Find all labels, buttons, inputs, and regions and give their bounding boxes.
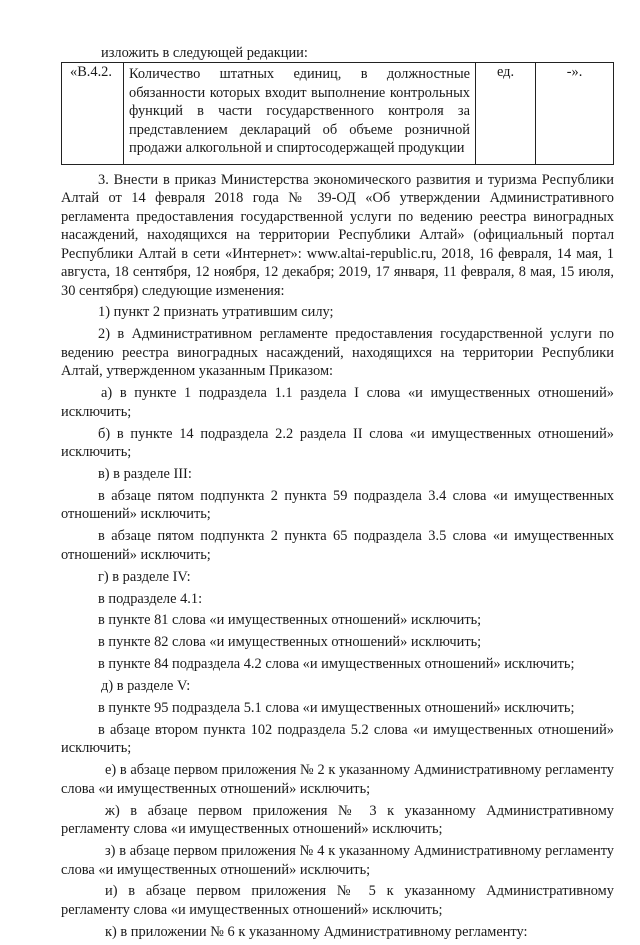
paragraph-item-1: 1) пункт 2 признать утратившим силу; <box>98 304 334 321</box>
document-body <box>61 171 614 942</box>
row-unit: ед. <box>476 63 536 165</box>
table-row <box>62 63 614 165</box>
paragraph-item-2: 2) в Административном регламенте предоставления государственной услуги по ведению реестра виноградных насаждений, находящихся на территории Республики Алтай, утвержденном указанным Приказом: <box>61 326 614 380</box>
intro-line: изложить в следующей редакции: <box>101 45 308 61</box>
paragraph-item-g: г) в разделе IV: <box>98 568 191 585</box>
row-description: Количество штатных единиц, в должностные обязанности которых входит выполнение контрольных функций в части государственного контроля за представлением деклараций об объеме розничной продажи алкогольной и спиртосодержащей продукции <box>124 63 476 165</box>
paragraph-item-k: к) в приложении № 6 к указанному Административному регламенту: <box>105 923 528 940</box>
paragraph-d-sub-1: в пункте 95 подраздела 5.1 слова «и имущественных отношений» исключить; <box>98 699 575 716</box>
paragraph-item-b: б) в пункте 14 подраздела 2.2 раздела II слова «и имущественных отношений» исключить; <box>61 425 614 461</box>
amendment-table <box>61 62 614 165</box>
paragraph-g-sub-3: в пункте 82 слова «и имущественных отношений» исключить; <box>98 634 482 651</box>
paragraph-v-sub-1: в абзаце пятом подпункта 2 пункта 59 подраздела 3.4 слова «и имущественных отношений» исключить; <box>61 487 614 523</box>
paragraph-item-d: д) в разделе V: <box>101 678 191 695</box>
document-page <box>61 44 614 945</box>
paragraph-v-sub-2: в абзаце пятом подпункта 2 пункта 65 подраздела 3.5 слова «и имущественных отношений» исключить; <box>61 528 614 563</box>
row-value: -». <box>536 63 614 165</box>
paragraph-g-sub-2: в пункте 81 слова «и имущественных отношений» исключить; <box>98 612 482 629</box>
paragraph-item-zh: ж) в абзаце первом приложения № 3 к указанному Административному регламенту слова «и имущественных отношений» исключить; <box>61 802 614 838</box>
paragraph-item-i: и) в абзаце первом приложения № 5 к указанному Административному регламенту слова «и имущественных отношений» исключить; <box>61 883 614 918</box>
paragraph-item-z: з) в абзаце первом приложения № 4 к указанному Административному регламенту слова «и имущественных отношений» исключить; <box>61 843 614 878</box>
paragraph-g-sub-4: в пункте 84 подраздела 4.2 слова «и имущественных отношений» исключить; <box>98 656 575 673</box>
paragraph-d-sub-2: в абзаце втором пункта 102 подраздела 5.2 слова «и имущественных отношений» исключить; <box>61 721 614 757</box>
paragraph-item-a: а) в пункте 1 подраздела 1.1 раздела I слова «и имущественных отношений» исключить; <box>61 385 614 420</box>
paragraph-item-e: е) в абзаце первом приложения № 2 к указанному Административному регламенту слова «и имущественных отношений» исключить; <box>61 762 614 797</box>
paragraph-g-sub-1: в подразделе 4.1: <box>98 590 203 607</box>
row-number: «В.4.2. <box>62 63 124 165</box>
paragraph-3: 3. Внести в приказ Министерства экономического развития и туризма Республики Алтай от 14 февраля 2018 года № 39-ОД «Об утверждении Административного регламента предоставления государственной услуги по ведению реестра виноградных насаждений, находящихся на территории Республики Алтай» (официальный портал Республики Алтай в сети «Интернет»: www.altai-republic.ru, 2018, 16 февраля, 14 мая, 1 августа, 18 сентября, 12 ноября, 12 декабря; 2019, 17 января, 11 февраля, 8 мая, 15 июля, 30 сентября) следующие изменения: <box>61 171 614 299</box>
paragraph-item-v: в) в разделе III: <box>98 465 192 482</box>
